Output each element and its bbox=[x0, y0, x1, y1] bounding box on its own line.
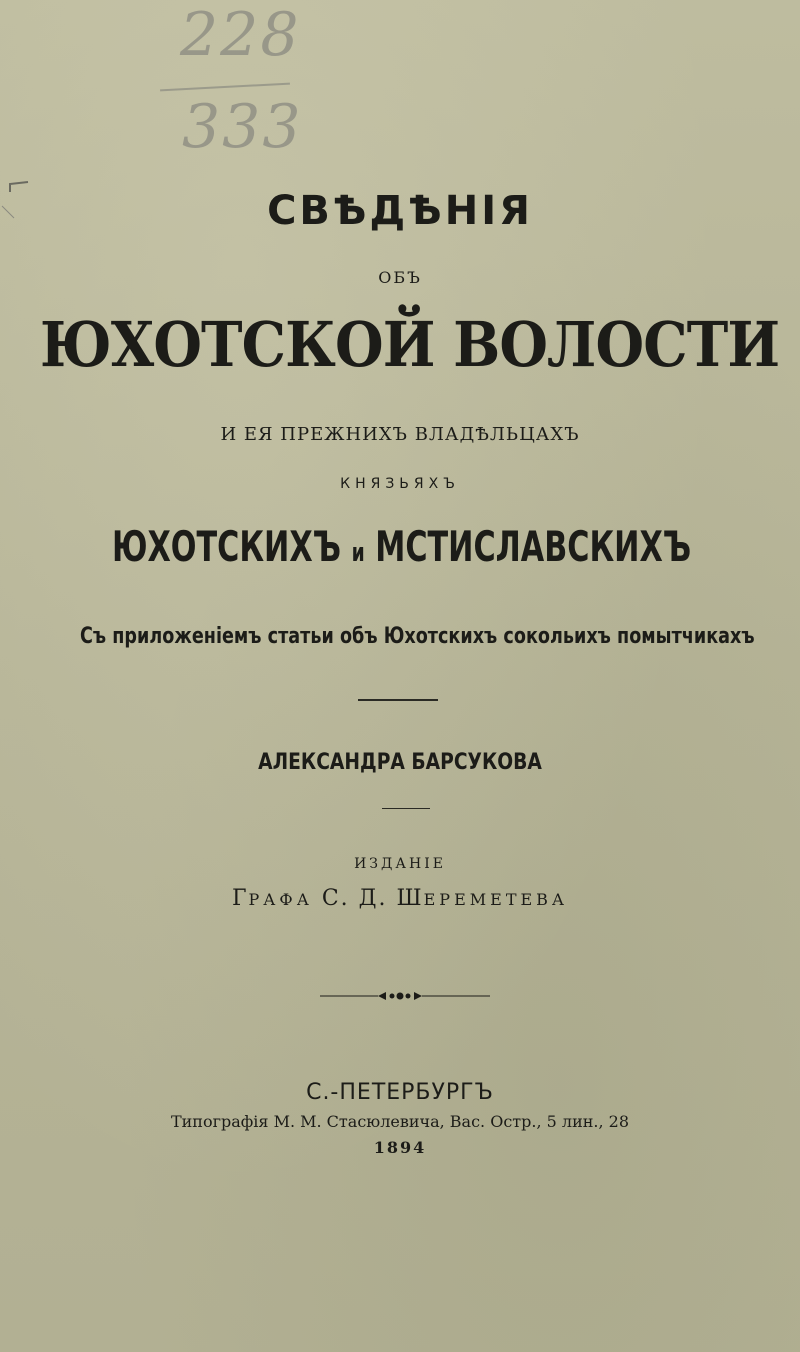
author-name: АЛЕКСАНДРА БАРСУКОВА bbox=[258, 750, 542, 775]
publisher-surname-rest: ЕРЕМЕТЕВА bbox=[423, 890, 569, 909]
subtitle-appendix: Съ приложеніемъ статьи объ Юхотскихъ сокольихъ помытчикахъ bbox=[80, 624, 755, 649]
publisher-surname-cap: Ш bbox=[396, 886, 424, 911]
title-mstislavskikh: МСТИСЛАВСКИХЪ bbox=[375, 522, 692, 571]
title-svedeniya: СВѢДѢНІЯ bbox=[267, 188, 533, 234]
handwritten-number-top: 228 bbox=[180, 0, 301, 70]
title-princes-names bbox=[112, 522, 692, 571]
divider-rule-1 bbox=[358, 699, 438, 701]
title-knyazyakh: КНЯЗЬЯХЪ bbox=[340, 476, 460, 492]
ornament-divider bbox=[320, 986, 490, 1006]
imprint-year: 1894 bbox=[373, 1138, 427, 1157]
title-prezhnikh-vladeltsakh: И ЕЯ ПРЕЖНИХЪ ВЛАДѢЛЬЦАХЪ bbox=[220, 424, 580, 445]
title-ob: ОБЪ bbox=[378, 268, 422, 287]
publisher-title-cap: Г bbox=[231, 886, 249, 911]
imprint-city: С.-ПЕТЕРБУРГЪ bbox=[306, 1080, 494, 1105]
publisher-label: ИЗДАНІЕ bbox=[354, 856, 446, 872]
publisher-title-rest: РАФА bbox=[248, 890, 313, 909]
title-yukhotskikh: ЮХОТСКИХЪ bbox=[112, 522, 342, 571]
title-conjunction: и bbox=[351, 538, 365, 568]
divider-rule-2 bbox=[382, 808, 430, 809]
handwritten-strike-line bbox=[160, 83, 290, 92]
handwritten-shelfmark bbox=[70, 0, 303, 180]
publisher-initials: С. Д. bbox=[321, 886, 388, 911]
publisher-name bbox=[0, 886, 800, 911]
handwritten-number-bottom: 333 bbox=[182, 92, 303, 162]
imprint-printer: Типографія М. М. Стасюлевича, Вас. Остр., 5 лин., 28 bbox=[170, 1112, 630, 1131]
title-yukhotskoy-volosti: ЮХОТСКОЙ ВОЛОСТИ bbox=[40, 308, 780, 381]
